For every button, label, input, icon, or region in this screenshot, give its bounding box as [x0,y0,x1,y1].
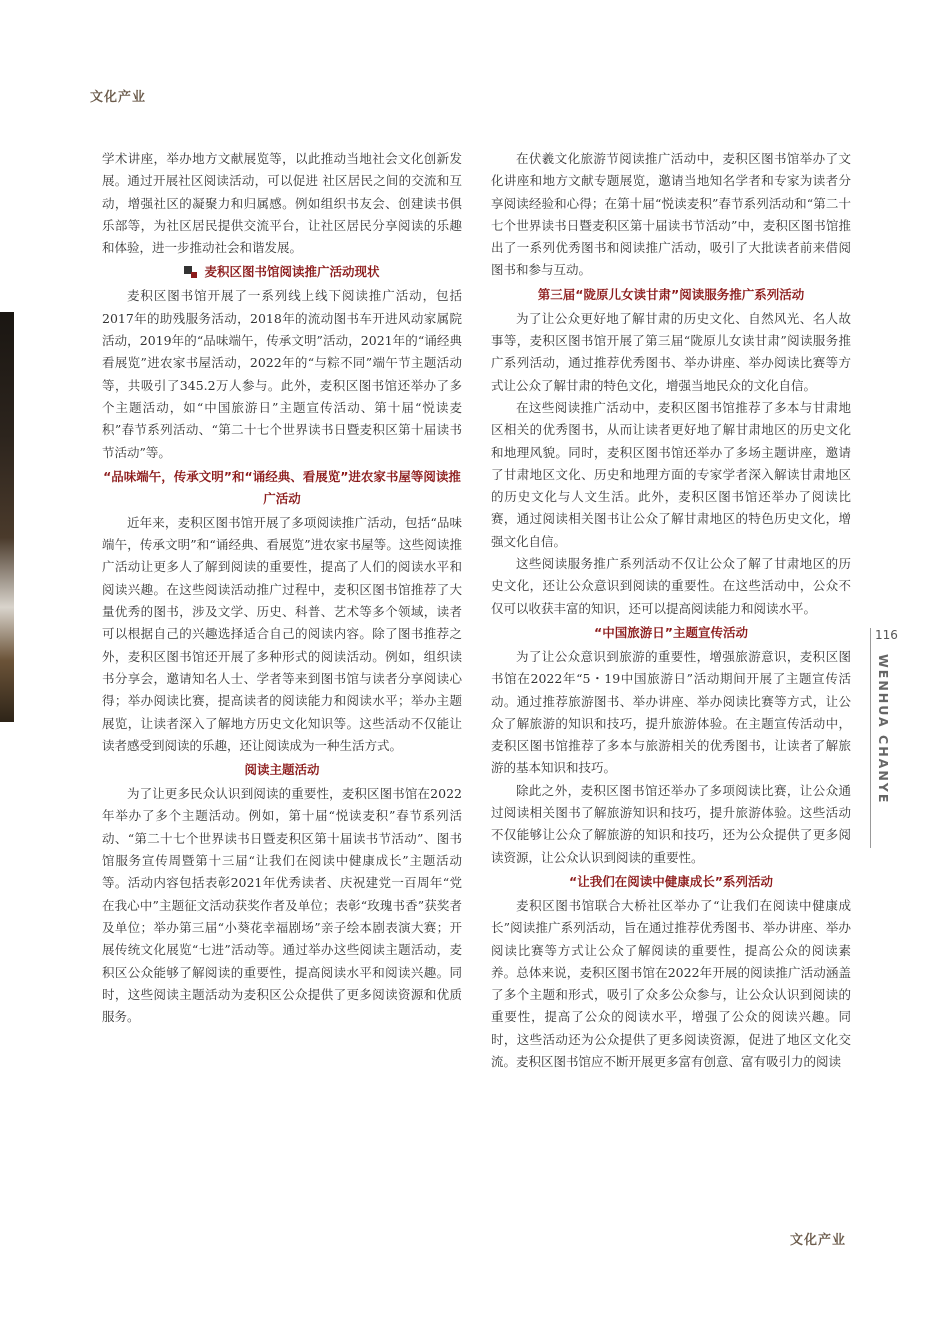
paragraph: 麦积区图书馆开展了一系列线上线下阅读推广活动，包括2017年的助残服务活动，2018年的流动图书车开进风动家属院活动，2019年的“品味端午，传承文明”活动，2021年的“诵经典看展览”进农家书屋活动，2022年的“与粽不同”端午节主题活动等，共吸引了345.2万人参与。此外，麦积区图书馆还举办了多个主题活动，如“中国旅游日”主题宣传活动、第十届“悦读麦积”春节系列活动、“第二十七个世界读书日暨麦积区第十届读书节活动”等。 [102,288,462,460]
subsection-heading: “让我们在阅读中健康成长”系列活动 [569,873,773,889]
paragraph: 在这些阅读推广活动中，麦积区图书馆推荐了多本与甘肃地区相关的优秀图书，从而让读者更好地了解甘肃地区的历史文化和地理风貌。同时，麦积区图书馆还举办了多场主题讲座，邀请了甘肃地区文化、历史和地理方面的专家学者深入解读甘肃地区的历史文化与人文生活。此外，麦积区图书馆还举办了阅读比赛，通过阅读相关图书让公众了解甘肃地区的特色历史文化，增强文化自信。 [491,399,851,549]
paragraph: 为了让公众更好地了解甘肃的历史文化、自然风光、名人故事等，麦积区图书馆开展了第三届“陇原儿女读甘肃”阅读服务推广系列活动，通过推荐优秀图书、举办讲座、举办阅读比赛等方式让公众了解甘肃的特色文化，增强当地民众的文化自信。 [491,310,851,393]
paragraph: 这些阅读服务推广系列活动不仅让公众了解了甘肃地区的历史文化，还让公众意识到阅读的重要性。在这些活动中，公众不仅可以收获丰富的知识，还可以提高阅读能力和阅读水平。 [491,556,851,616]
subsection-heading: 阅读主题活动 [244,762,320,778]
paragraph: 学术讲座，举办地方文献展览等，以此推动当地社会文化创新发展。通过开展社区阅读活动，可以促进 社区居民之间的交流和互动，增强社区的凝聚力和归属感。例如组织书友会、创建读书俱乐部等，为社区居民提供交流平台，让社区居民分享阅读的乐趣和体验，进一步推动社会和谐发展。 [102,151,462,256]
photo-edge-image [0,312,14,722]
heading-marker-icon [184,266,198,278]
paragraph: 为了让公众意识到旅游的重要性，增强旅游意识，麦积区图书馆在2022年“5・19中国旅游日”活动期间开展了主题宣传活动。通过推荐旅游图书、举办讲座、举办阅读比赛等方式，让公众了解旅游的知识和技巧，提升旅游体验。在主题宣传活动中，麦积区图书馆推荐了多本与旅游相关的优秀图书，让读者了解旅游的基本知识和技巧。 [491,648,851,776]
running-header: 文化产业 [90,90,147,105]
left-column [102,148,462,1028]
paragraph: 麦积区图书馆联合大桥社区举办了“让我们在阅读中健康成长”阅读推广系列活动，旨在通过推荐优秀图书、举办讲座、举办阅读比赛等方式让公众了解阅读的重要性，提高公众的阅读素养。总体来说，麦积区图书馆在2022年开展的阅读推广活动涵盖了多个主题和形式，吸引了众多公众参与，让公众认识到阅读的重要性，提高了公众的阅读水平，增强了公众的阅读兴趣。同时，这些活动还为公众提供了更多阅读资源，促进了地区文化交流。麦积区图书馆应不断开展更多富有创意、富有吸引力的阅读 [491,897,851,1069]
right-column [491,148,851,1073]
paragraph: 除此之外，麦积区图书馆还举办了多项阅读比赛，让公众通过阅读相关图书了解旅游知识和技巧，提升旅游体验。这些活动不仅能够让公众了解旅游的知识和技巧，还为公众提供了更多阅读资源，让公众认识到阅读的重要性。 [491,782,851,865]
paragraph: 在伏羲文化旅游节阅读推广活动中，麦积区图书馆举办了文化讲座和地方文献专题展览，邀请当地知名学者和专家为读者分享阅读经验和心得；在第十届“悦读麦积”春节系列活动和“第二十七个世界读书日暨麦积区第十届读书节活动”中，麦积区图书馆推出了一系列优秀图书和阅读推广活动，吸引了大批读者前来借阅图书和参与互动。 [491,151,851,278]
subsection-heading: “品味端午，传承文明”和“诵经典、看展览”进农家书屋等阅读推广活动 [103,468,461,506]
subsection-heading: “中国旅游日”主题宣传活动 [594,624,748,640]
vertical-section-title: WENHUA CHANYE [876,654,891,805]
side-divider [870,628,871,848]
paragraph: 为了让更多民众认识到阅读的重要性，麦积区图书馆在2022年举办了多个主题活动。例如，第十届“悦读麦积”春节系列活动、“第二十七个世界读书日暨麦积区第十届读书节活动”、图书馆服务宣传周暨第十三届“让我们在阅读中健康成长”主题活动等。活动内容包括表彰2021年优秀读者、庆祝建党一百周年“党在我心中”主题征文活动获奖作者及单位；表彰“玫瑰书香”获奖者及单位；举办第三届“小葵花幸福剧场”亲子绘本剧表演大赛；开展传统文化展览“七进”活动等。通过举办这些阅读主题活动，麦积区公众能够了解阅读的重要性，提高阅读水平和阅读兴趣。同时，这些阅读主题活动为麦积区公众提供了更多阅读资源和优质服务。 [102,786,462,1025]
page-number: 116 [875,628,898,642]
paragraph: 近年来，麦积区图书馆开展了多项阅读推广活动，包括“品味端午，传承文明”和“诵经典、看展览”进农家书屋等。这些阅读推广活动让更多人了解到阅读的重要性，提高了人们的阅读水平和阅读兴趣。在这些阅读活动推广过程中，麦积区图书馆推荐了大量优秀的图书，涉及文学、历史、科普、艺术等多个领域，读者可以根据自己的兴趣选择适合自己的阅读内容。除了图书推荐之外，麦积区图书馆还开展了多种形式的阅读活动。例如，组织读书分享会，邀请知名人士、学者等来到图书馆与读者分享阅读心得；举办阅读比赛，提高读者的阅读能力和阅读水平；举办主题展览，让读者深入了解地方历史文化知识等。这些活动不仅能让读者感受到阅读的乐趣，还让阅读成为一种生活方式。 [102,514,462,753]
section-heading [102,261,462,283]
section-heading-text: 麦积区图书馆阅读推广活动现状 [204,264,380,280]
subsection-heading: 第三届“陇原儿女读甘肃”阅读服务推广系列活动 [537,286,805,302]
running-footer: 文化产业 [789,1233,846,1248]
